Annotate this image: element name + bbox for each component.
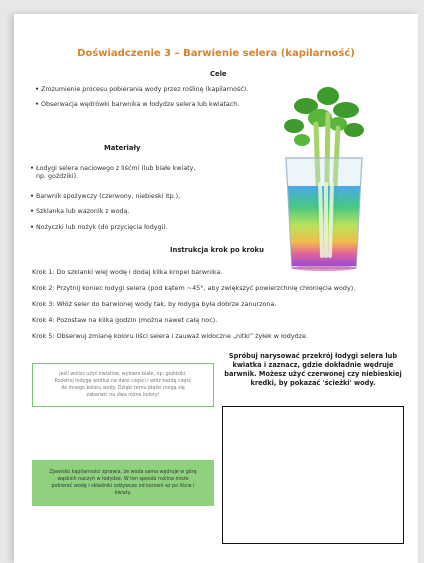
materials-heading: Materiały: [104, 144, 141, 152]
material-item: • Barwnik spożywczy (czerwony, niebieski itp.),: [30, 193, 181, 200]
goals-heading: Cele: [210, 70, 227, 78]
material-item: • Nożyczki lub nożyk (do przycięcia łodygi).: [30, 224, 168, 231]
goal-item: • Obserwacja wędrówki barwnika w łodydze selera lub kwiatach.: [35, 101, 240, 108]
page-title: Doświadczenie 3 – Barwienie selera (kapilarność): [77, 48, 355, 59]
material-item: • Łodygi selera naciowego z liśćmi (lub białe kwiaty, np. goździki).: [30, 165, 196, 180]
instructions-heading: Instrukcja krok po kroku: [170, 246, 264, 254]
tip-box: Jeśli wolisz użyć kwiatów, wybierz białe, np. goździki. Rozetnij łodygę wzdłuż na dwie części i włóż każdą część do innego koloru wody. Dzięki temu płatki mogą się zabarwić na dwa różne kolory!: [32, 363, 214, 407]
info-box: Zjawisko kapilarności sprawia, że woda sama wędruje w górę wąskich naczyń w łodydze. W ten sposób roślina może pobierać wodę i składniki odżywcze od korzeni aż po liście i kwiaty.: [32, 460, 214, 506]
celery-glass-illustration: [276, 84, 372, 274]
step-5: Krok 5: Obserwuj zmianę koloru liści selera i zauważ widoczne „nitki” żyłek w łodydze.: [32, 332, 308, 340]
celery-leaves: [284, 87, 364, 146]
step-1: Krok 1: Do szklanki wlej wodę i dodaj kilka kropel barwnika.: [32, 268, 223, 276]
material-item: • Szklanka lub wazonik z wodą.: [30, 208, 130, 215]
step-4: Krok 4: Pozostaw na kilka godzin (można nawet całą noc).: [32, 316, 218, 324]
step-3: Krok 3: Włóż seler do barwionej wody tak, by łodyga była dobrze zanurzona.: [32, 300, 277, 308]
goal-item: • Zrozumienie procesu pobierania wody przez roślinę (kapilarność).: [35, 86, 249, 93]
drawing-prompt: Spróbuj narysować przekrój łodygi selera lub kwiatka i zaznacz, gdzie dokładnie wędruje barwnik. Możesz użyć czerwonej czy niebieskiej kredki, by pokazać 'ścieżki' wody.: [224, 352, 402, 387]
worksheet-page: [14, 14, 418, 563]
step-2: Krok 2: Przytnij koniec łodygi selera (pod kątem ~45°, aby zwiększyć powierzchnię chłonięcia wody).: [32, 284, 356, 292]
drawing-area[interactable]: [222, 406, 404, 544]
